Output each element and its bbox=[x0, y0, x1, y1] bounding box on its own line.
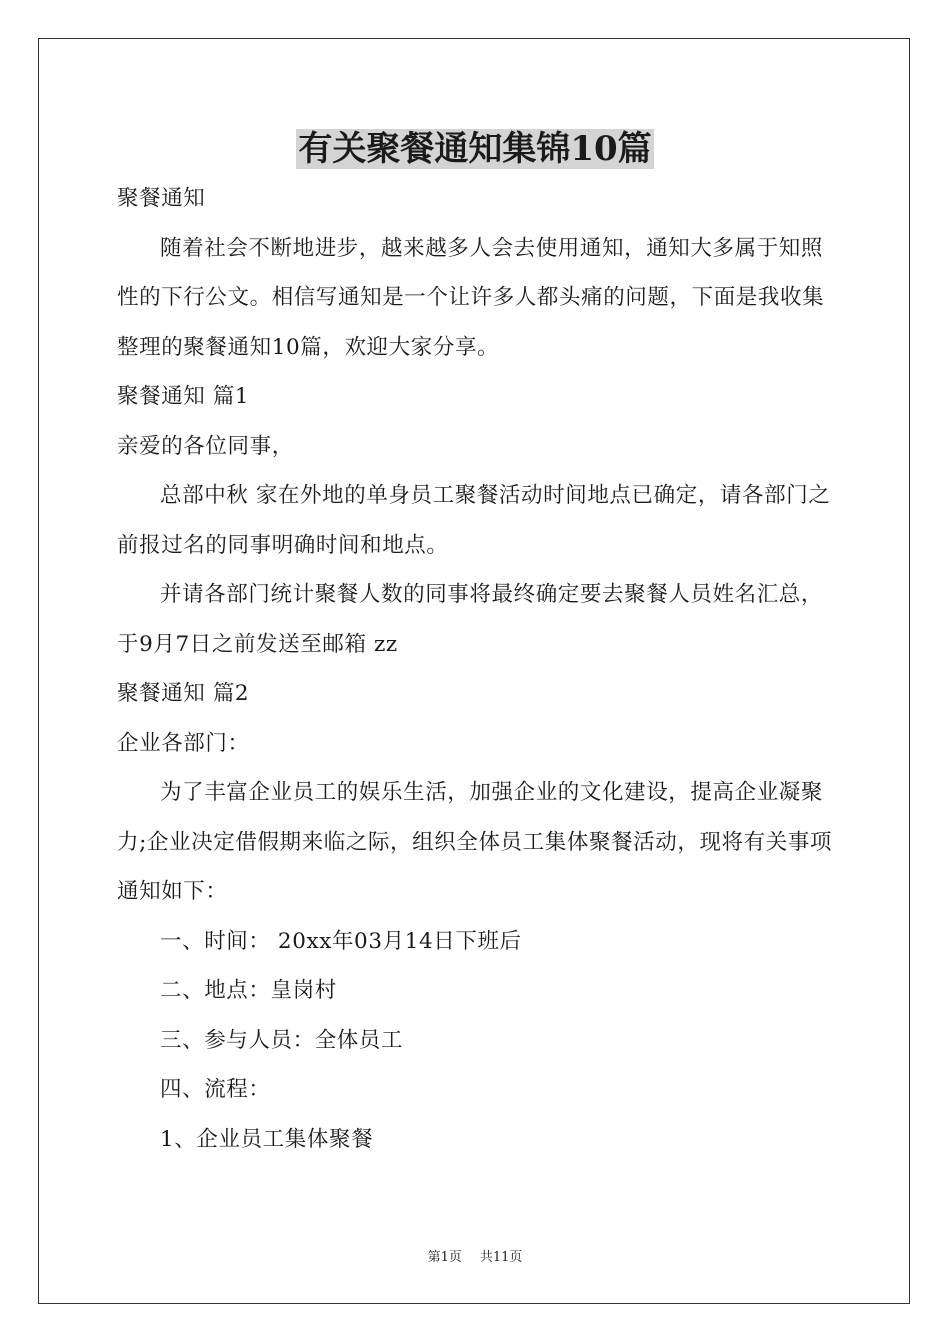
section-heading-1: 聚餐通知 篇1 bbox=[117, 384, 250, 409]
paragraph-intro: 随着社会不断地进步，越来越多人会去使用通知，通知大多属于知照性的下行公文。相信写通知是一个让许多人都头痛的问题，下面是我收集整理的聚餐通知10篇，欢迎大家分享。 bbox=[117, 235, 825, 360]
salutation-2: 企业各部门： bbox=[117, 730, 250, 756]
page-total: 共11页 bbox=[479, 1250, 523, 1265]
page-number: 第1页 bbox=[427, 1250, 462, 1265]
list-item-process-1: 1、企业员工集体聚餐 bbox=[160, 1126, 374, 1152]
paragraph-1b: 并请各部门统计聚餐人数的同事将最终确定要去聚餐人员姓名汇总，于9月7日之前发送至邮箱 zz bbox=[117, 582, 824, 657]
paragraph-1a: 总部中秋 家在外地的单身员工聚餐活动时间地点已确定，请各部门之前报过名的同事明确时间和地点。 bbox=[117, 483, 831, 558]
paragraph-2a: 为了丰富企业员工的娱乐生活，加强企业的文化建设，提高企业凝聚力;企业决定借假期来临之际，组织全体员工集体聚餐活动，现将有关事项通知如下： bbox=[117, 780, 833, 904]
document-body bbox=[117, 174, 835, 1164]
document-title-text: 有关聚餐通知集锦10篇 bbox=[298, 129, 652, 169]
list-item-process: 四、流程： bbox=[160, 1077, 271, 1102]
page-footer bbox=[0, 1246, 950, 1265]
salutation-1: 亲爱的各位同事， bbox=[117, 433, 294, 459]
document-title bbox=[0, 126, 950, 172]
section-heading-2: 聚餐通知 篇2 bbox=[117, 681, 250, 706]
paragraph-heading: 聚餐通知 bbox=[117, 186, 206, 211]
list-item-time: 一、时间： 20xx年03月14日下班后 bbox=[160, 928, 522, 954]
list-item-location: 二、地点：皇岗村 bbox=[160, 978, 337, 1003]
list-item-participants: 三、参与人员：全体员工 bbox=[160, 1027, 404, 1053]
